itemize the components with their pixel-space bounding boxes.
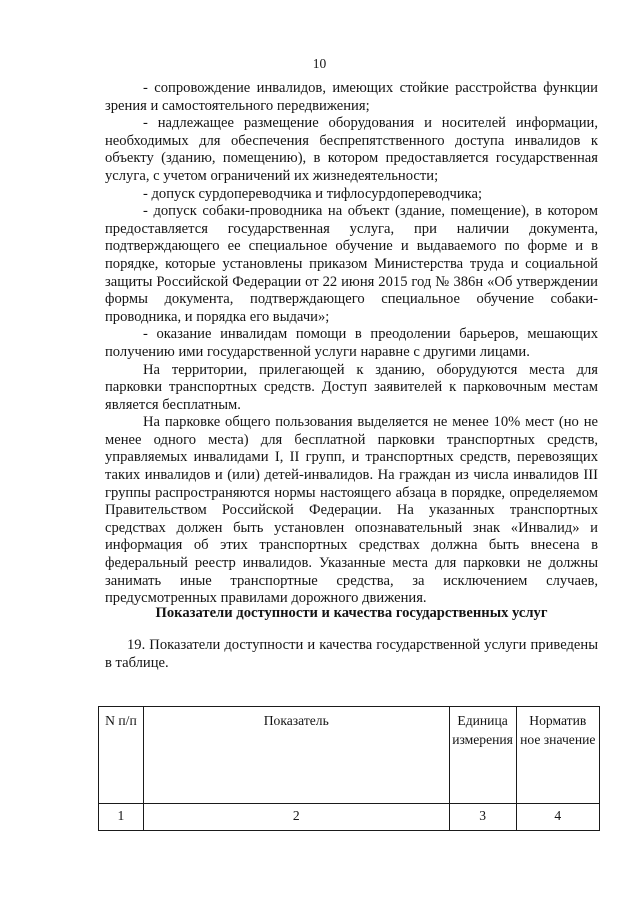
page-number: 10	[312, 56, 327, 71]
header-indicator	[143, 707, 449, 804]
column-number-3: 3	[449, 804, 516, 831]
section-heading: Показатели доступности и качества государственных услуг	[155, 605, 548, 621]
paragraph-guide-dog: - допуск собаки-проводника на объект (здание, помещение), в котором предоставляется государственная услуга, при наличии документа, подтверждающего ее специальное обучение и выдаваемого по форме и в порядке, которые установлены приказом Министерства труда и социальной защиты Российской Федерации от 22 июня 2015 год № 386н «Об утверждении формы документа, подтверждающего специальное обучение собаки-проводника, и порядка его выдачи»;	[105, 203, 598, 325]
item-19-text: 19. Показатели доступности и качества государственной услуги приведены в таблице.	[105, 637, 598, 671]
header-number-text: N п/п	[105, 713, 137, 728]
table-header-row	[99, 707, 600, 804]
indicators-table	[98, 706, 600, 831]
paragraph-interpreter: - допуск сурдопереводчика и тифлосурдопереводчика;	[143, 185, 483, 202]
paragraph-parking-public: На парковке общего пользования выделяется не менее 10% мест (но не менее одного места) для бесплатной парковки транспортных средств, управляемых инвалидами I, II групп, и транспортных средств, перевозящих таких инвалидов и (или) детей-инвалидов. На граждан из числа инвалидов III группы распространяются нормы настоящего абзаца в порядке, определяемом Правительством Российской Федерации. На указанных транспортных средствах должен быть установлен опознавательный знак «Инвалид» и информация об этих транспортных средствах должна быть внесена в федеральный реестр инвалидов. Указанные места для парковки не должны занимать иные транспортные средства, за исключением случаев, предусмотренных правилами дорожного движения.	[105, 414, 598, 607]
paragraph-assistance: - оказание инвалидам помощи в преодолении барьеров, мешающих получению ими государственной услуги наравне с другими лицами.	[105, 326, 598, 360]
header-number	[99, 707, 144, 804]
paragraph-escort: - сопровождение инвалидов, имеющих стойкие расстройства функции зрения и самостоятельного передвижения;	[105, 80, 598, 114]
table-row	[99, 804, 600, 831]
header-unit-text: Единица измерения	[452, 713, 513, 747]
body-text	[105, 80, 598, 608]
column-number-4: 4	[516, 804, 599, 831]
paragraph-parking-territory: На территории, прилегающей к зданию, оборудуются места для парковки транспортных средств. Доступ заявителей к парковочным местам является бесплатным.	[105, 361, 598, 413]
column-number-2: 2	[143, 804, 449, 831]
header-indicator-text: Показатель	[263, 713, 329, 728]
header-norm	[516, 707, 599, 804]
header-unit	[449, 707, 516, 804]
column-number-1: 1	[99, 804, 144, 831]
item-19	[105, 636, 598, 672]
header-norm-text: Норматив ное значение	[520, 713, 596, 747]
paragraph-equipment: - надлежащее размещение оборудования и носителей информации, необходимых для обеспечения беспрепятственного доступа инвалидов к объекту (зданию, помещению), в котором предоставляется государственная услуга, с учетом ограничений их жизнедеятельности;	[105, 115, 598, 184]
